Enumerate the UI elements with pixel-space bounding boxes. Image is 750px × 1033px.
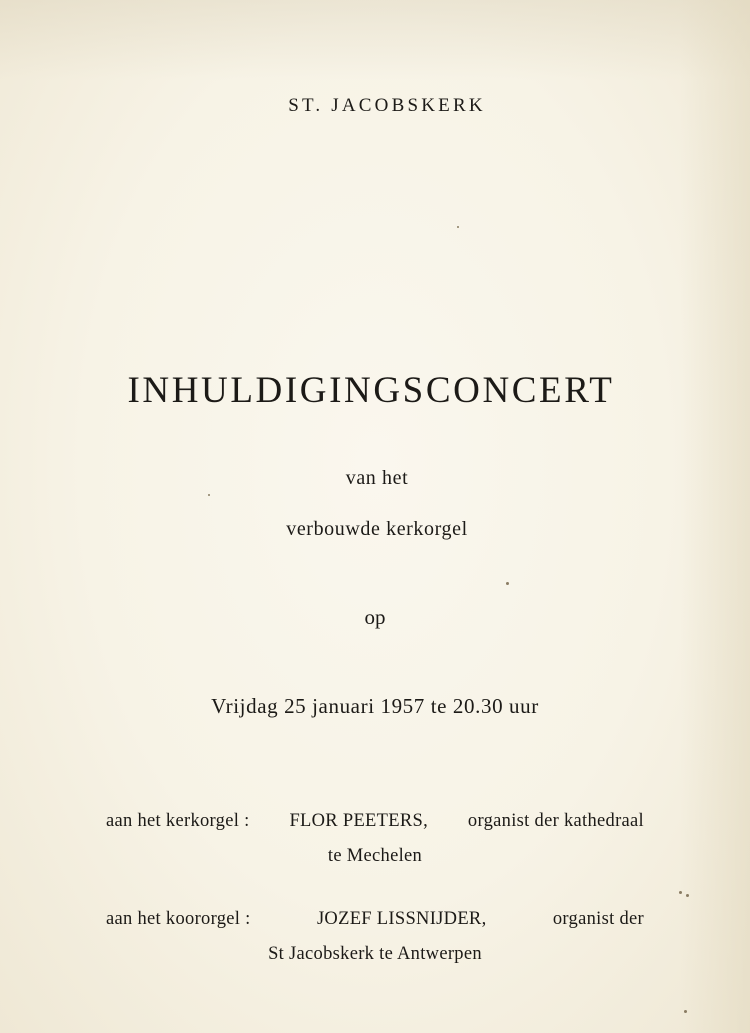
performer-name: FLOR PEETERS, [289, 811, 429, 831]
subtitle-van-het: van het [345, 467, 409, 489]
paper-edge-shading [680, 0, 750, 1033]
performer-line [106, 902, 644, 937]
paper-speck [457, 226, 459, 228]
paper-shading [0, 0, 750, 80]
performer-role: organist der [552, 909, 644, 929]
performer-location: te Mechelen [327, 846, 423, 866]
performer-role: organist der kathedraal [467, 811, 644, 831]
performer-name: JOZEF LISSNIJDER, [316, 909, 487, 929]
performer-koororgel [106, 902, 644, 972]
paper-speck [506, 582, 509, 585]
performer-line [106, 804, 644, 839]
performer-prefix: aan het koororgel : [106, 909, 251, 929]
performer-kerkorgel [106, 804, 644, 874]
subtitle-op: op [364, 605, 386, 629]
subtitle-organ: verbouwde kerkorgel [286, 518, 468, 540]
church-name: ST. JACOBSKERK [288, 95, 486, 116]
paper-speck [684, 1010, 687, 1013]
paper-speck [686, 894, 689, 897]
paper-speck [208, 494, 210, 496]
performer-prefix: aan het kerkorgel : [106, 811, 250, 831]
concert-title: INHULDIGINGSCONCERT [127, 370, 615, 411]
concert-date: Vrijdag 25 januari 1957 te 20.30 uur [211, 694, 539, 718]
paper-speck [679, 891, 682, 894]
performer-location: St Jacobskerk te Antwerpen [268, 944, 482, 964]
